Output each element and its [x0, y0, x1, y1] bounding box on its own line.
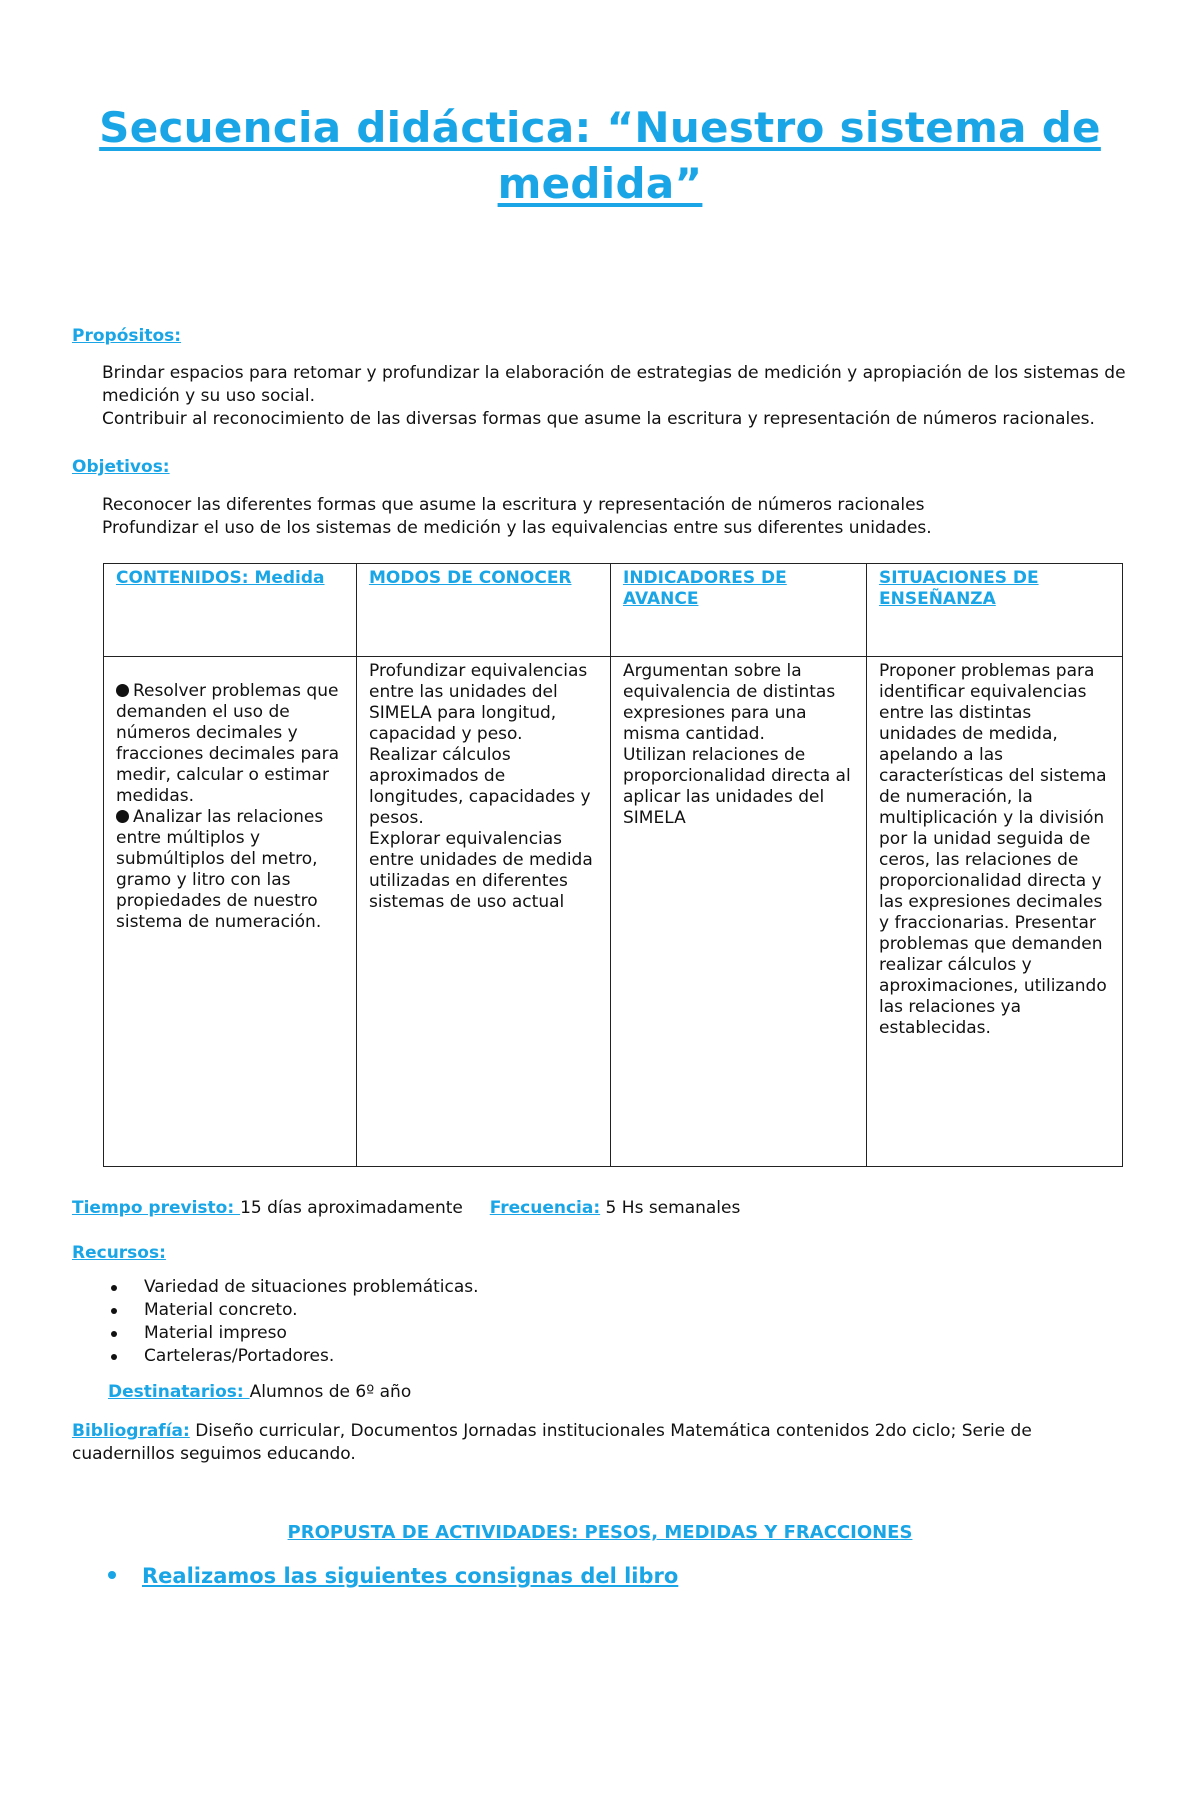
destinatarios-value: Alumnos de 6º año — [249, 1382, 412, 1402]
list-item: Carteleras/Portadores. — [108, 1345, 479, 1368]
cell-indicadores — [611, 657, 867, 1167]
propositos-label: Propósitos: — [72, 326, 182, 346]
frecuencia-value: 5 Hs semanales — [600, 1198, 741, 1218]
list-item: Variedad de situaciones problemáticas. — [108, 1276, 479, 1299]
objetivos-text — [102, 494, 1194, 540]
header-situaciones: SITUACIONES DE ENSEÑANZA — [867, 564, 1123, 657]
bibliografia-value: Diseño curricular, Documentos Jornadas institucionales Matemática contenidos 2do ciclo; Serie de cuadernillos seguimos educando. — [72, 1421, 1032, 1464]
bullet-icon — [116, 684, 129, 697]
recursos-list — [108, 1276, 479, 1368]
content-table — [103, 563, 1123, 1167]
document-title: Secuencia didáctica: “Nuestro sistema de medida” — [99, 103, 1101, 208]
indicador-item: Utilizan relaciones de proporcionalidad directa al aplicar las unidades del SIMELA — [623, 745, 851, 828]
bullet-icon — [111, 1285, 117, 1291]
recursos-label: Recursos: — [72, 1243, 166, 1263]
cell-situaciones — [867, 657, 1123, 1167]
proposito-line: Contribuir al reconocimiento de las diversas formas que asume la escritura y representación de números racionales. — [102, 409, 1095, 429]
objetivo-line: Reconocer las diferentes formas que asume la escritura y representación de números racionales — [102, 495, 925, 515]
tiempo-frecuencia-line — [72, 1198, 1192, 1218]
bullet-icon — [116, 810, 129, 823]
tiempo-value: 15 días aproximadamente — [240, 1198, 463, 1218]
contenido-item: Resolver problemas que demanden el uso de números decimales y fracciones decimales para medir, calcular o estimar medidas. — [116, 681, 340, 806]
activity-item — [108, 1564, 678, 1588]
frecuencia-label: Frecuencia: — [489, 1198, 601, 1218]
objetivo-line: Profundizar el uso de los sistemas de medición y las equivalencias entre sus diferentes unidades. — [102, 518, 932, 538]
propuesta-heading: PROPUSTA DE ACTIVIDADES: PESOS, MEDIDAS Y FRACCIONES — [287, 1522, 913, 1543]
table-header-row — [104, 564, 1123, 657]
bullet-icon — [111, 1308, 117, 1314]
bullet-icon — [111, 1331, 117, 1337]
cell-contenidos — [104, 657, 357, 1167]
bibliografia-line — [72, 1420, 1102, 1466]
header-modos: MODOS DE CONOCER — [357, 564, 611, 657]
objetivos-label: Objetivos: — [72, 457, 170, 477]
list-item: Material concreto. — [108, 1299, 479, 1322]
bullet-icon — [111, 1354, 117, 1360]
modo-item: Realizar cálculos aproximados de longitudes, capacidades y pesos. — [369, 745, 591, 828]
header-indicadores: INDICADORES DE AVANCE — [611, 564, 867, 657]
situacion-text: Proponer problemas para identificar equivalencias entre las distintas unidades de medida, apelando a las características del sistema de numeración, la multiplicación y la división por la unidad seguida de ceros, las relaciones de proporcionalidad directa y las expresiones decimales y fraccionarias. Presentar problemas que demanden realizar cálculos y aproximaciones, utilizando las relaciones ya establecidas. — [879, 661, 1107, 1038]
modo-item: Explorar equivalencias entre unidades de medida utilizadas en diferentes sistemas de uso actual — [369, 829, 593, 912]
destinatarios-label: Destinatarios: — [108, 1382, 250, 1402]
cell-modos — [357, 657, 611, 1167]
indicador-item: Argumentan sobre la equivalencia de distintas expresiones para una misma cantidad. — [623, 661, 836, 744]
destinatarios-line — [108, 1382, 1200, 1402]
list-item: Material impreso — [108, 1322, 479, 1345]
bibliografia-label: Bibliografía: — [72, 1421, 190, 1441]
modo-item: Profundizar equivalencias entre las unidades del SIMELA para longitud, capacidad y peso. — [369, 661, 588, 744]
header-contenidos: CONTENIDOS: Medida — [104, 564, 357, 657]
contenido-item: Analizar las relaciones entre múltiplos y submúltiplos del metro, gramo y litro con las propiedades de nuestro sistema de numeración. — [116, 807, 324, 932]
table-row — [104, 657, 1123, 1167]
bullet-icon — [108, 1571, 116, 1579]
proposito-line: Brindar espacios para retomar y profundizar la elaboración de estrategias de medición y apropiación de los sistemas de medición y su uso social. — [102, 363, 1126, 406]
propositos-text — [102, 362, 1194, 431]
tiempo-label: Tiempo previsto: — [72, 1198, 241, 1218]
activity-text: Realizamos las siguientes consignas del libro — [142, 1564, 679, 1588]
